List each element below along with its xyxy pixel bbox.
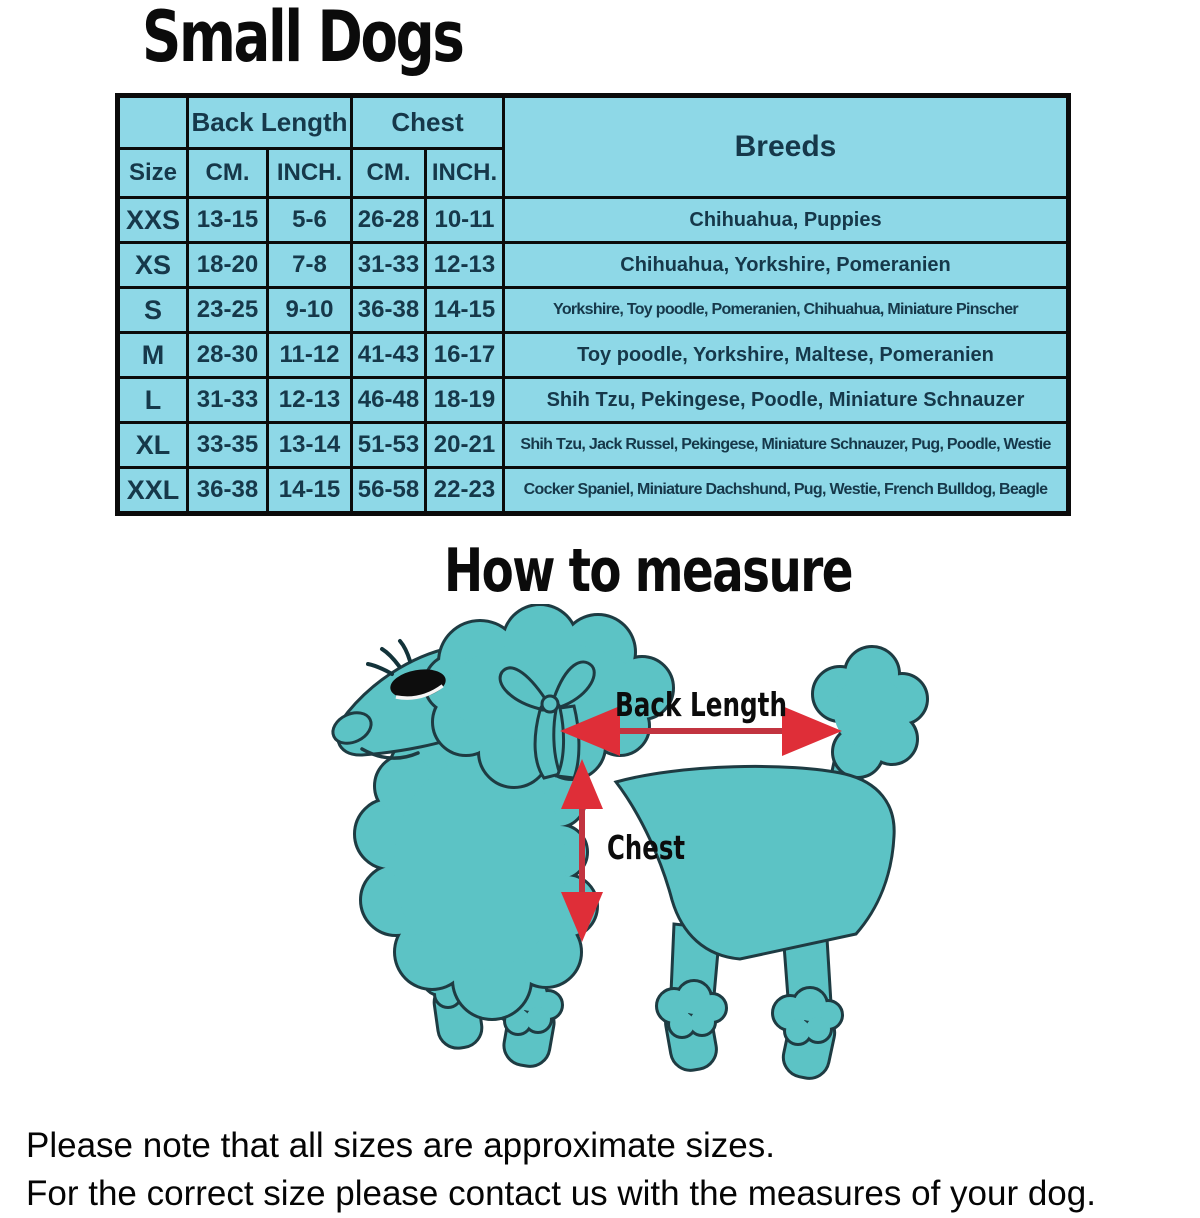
table-row (118, 333, 1069, 378)
table-row (118, 378, 1069, 423)
size-value: L (118, 378, 188, 423)
breeds-value: Chihuahua, Yorkshire, Pomeranien (504, 243, 1069, 288)
breeds-value: Shih Tzu, Jack Russel, Pekingese, Miniature Schnauzer, Pug, Poodle, Westie (504, 423, 1069, 468)
size-chart-table (115, 93, 1071, 516)
corner-cell (118, 96, 188, 149)
chest-cm-value: 51-53 (352, 423, 426, 468)
chest-cm-value: 46-48 (352, 378, 426, 423)
breeds-value: Cocker Spaniel, Miniature Dachshund, Pug, Westie, French Bulldog, Beagle (504, 468, 1069, 514)
table-row (118, 288, 1069, 333)
back-inch-value: 11-12 (268, 333, 352, 378)
chest-cm-value: 26-28 (352, 198, 426, 243)
chest-inch-value: 10-11 (426, 198, 504, 243)
breeds-value: Toy poodle, Yorkshire, Maltese, Pomeranien (504, 333, 1069, 378)
back-cm-value: 33-35 (188, 423, 268, 468)
table-row (118, 423, 1069, 468)
size-header: Size (118, 149, 188, 198)
chest-cm-value: 56-58 (352, 468, 426, 514)
back-cm-header: CM. (188, 149, 268, 198)
back-length-label: Back Length (615, 685, 787, 724)
chest-inch-value: 16-17 (426, 333, 504, 378)
size-value: XXS (118, 198, 188, 243)
size-value: XS (118, 243, 188, 288)
chest-inch-value: 12-13 (426, 243, 504, 288)
back-length-header: Back Length (188, 96, 352, 149)
chest-cm-header: CM. (352, 149, 426, 198)
size-value: XL (118, 423, 188, 468)
back-inch-value: 5-6 (268, 198, 352, 243)
footer-notes (26, 1122, 1196, 1218)
back-inch-value: 14-15 (268, 468, 352, 514)
back-cm-value: 28-30 (188, 333, 268, 378)
chest-cm-value: 36-38 (352, 288, 426, 333)
chest-inch-value: 18-19 (426, 378, 504, 423)
breeds-header: Breeds (504, 96, 1069, 198)
size-value: S (118, 288, 188, 333)
chest-label: Chest (607, 828, 686, 867)
chest-inch-header: INCH. (426, 149, 504, 198)
chest-header: Chest (352, 96, 504, 149)
back-cm-value: 36-38 (188, 468, 268, 514)
table-row (118, 468, 1069, 514)
back-cm-value: 13-15 (188, 198, 268, 243)
chest-inch-value: 22-23 (426, 468, 504, 514)
size-value: XXL (118, 468, 188, 514)
breeds-value: Shih Tzu, Pekingese, Poodle, Miniature Schnauzer (504, 378, 1069, 423)
page-title: Small Dogs (142, 0, 463, 78)
measure-diagram (320, 604, 940, 1114)
how-to-measure-title: How to measure (444, 536, 852, 606)
table-row (118, 243, 1069, 288)
breeds-value: Chihuahua, Puppies (504, 198, 1069, 243)
back-inch-value: 12-13 (268, 378, 352, 423)
back-cm-value: 18-20 (188, 243, 268, 288)
chest-cm-value: 31-33 (352, 243, 426, 288)
back-inch-value: 7-8 (268, 243, 352, 288)
back-cm-value: 23-25 (188, 288, 268, 333)
breeds-value: Yorkshire, Toy poodle, Pomeranien, Chihuahua, Miniature Pinscher (504, 288, 1069, 333)
back-inch-value: 13-14 (268, 423, 352, 468)
back-inch-header: INCH. (268, 149, 352, 198)
note-line: For the correct size please contact us with the measures of your dog. (26, 1174, 1096, 1213)
back-cm-value: 31-33 (188, 378, 268, 423)
chest-inch-value: 20-21 (426, 423, 504, 468)
back-inch-value: 9-10 (268, 288, 352, 333)
note-line: Please note that all sizes are approximate sizes. (26, 1126, 775, 1165)
size-value: M (118, 333, 188, 378)
chest-cm-value: 41-43 (352, 333, 426, 378)
table-row (118, 198, 1069, 243)
chest-inch-value: 14-15 (426, 288, 504, 333)
table-group-header-row (118, 96, 1069, 149)
